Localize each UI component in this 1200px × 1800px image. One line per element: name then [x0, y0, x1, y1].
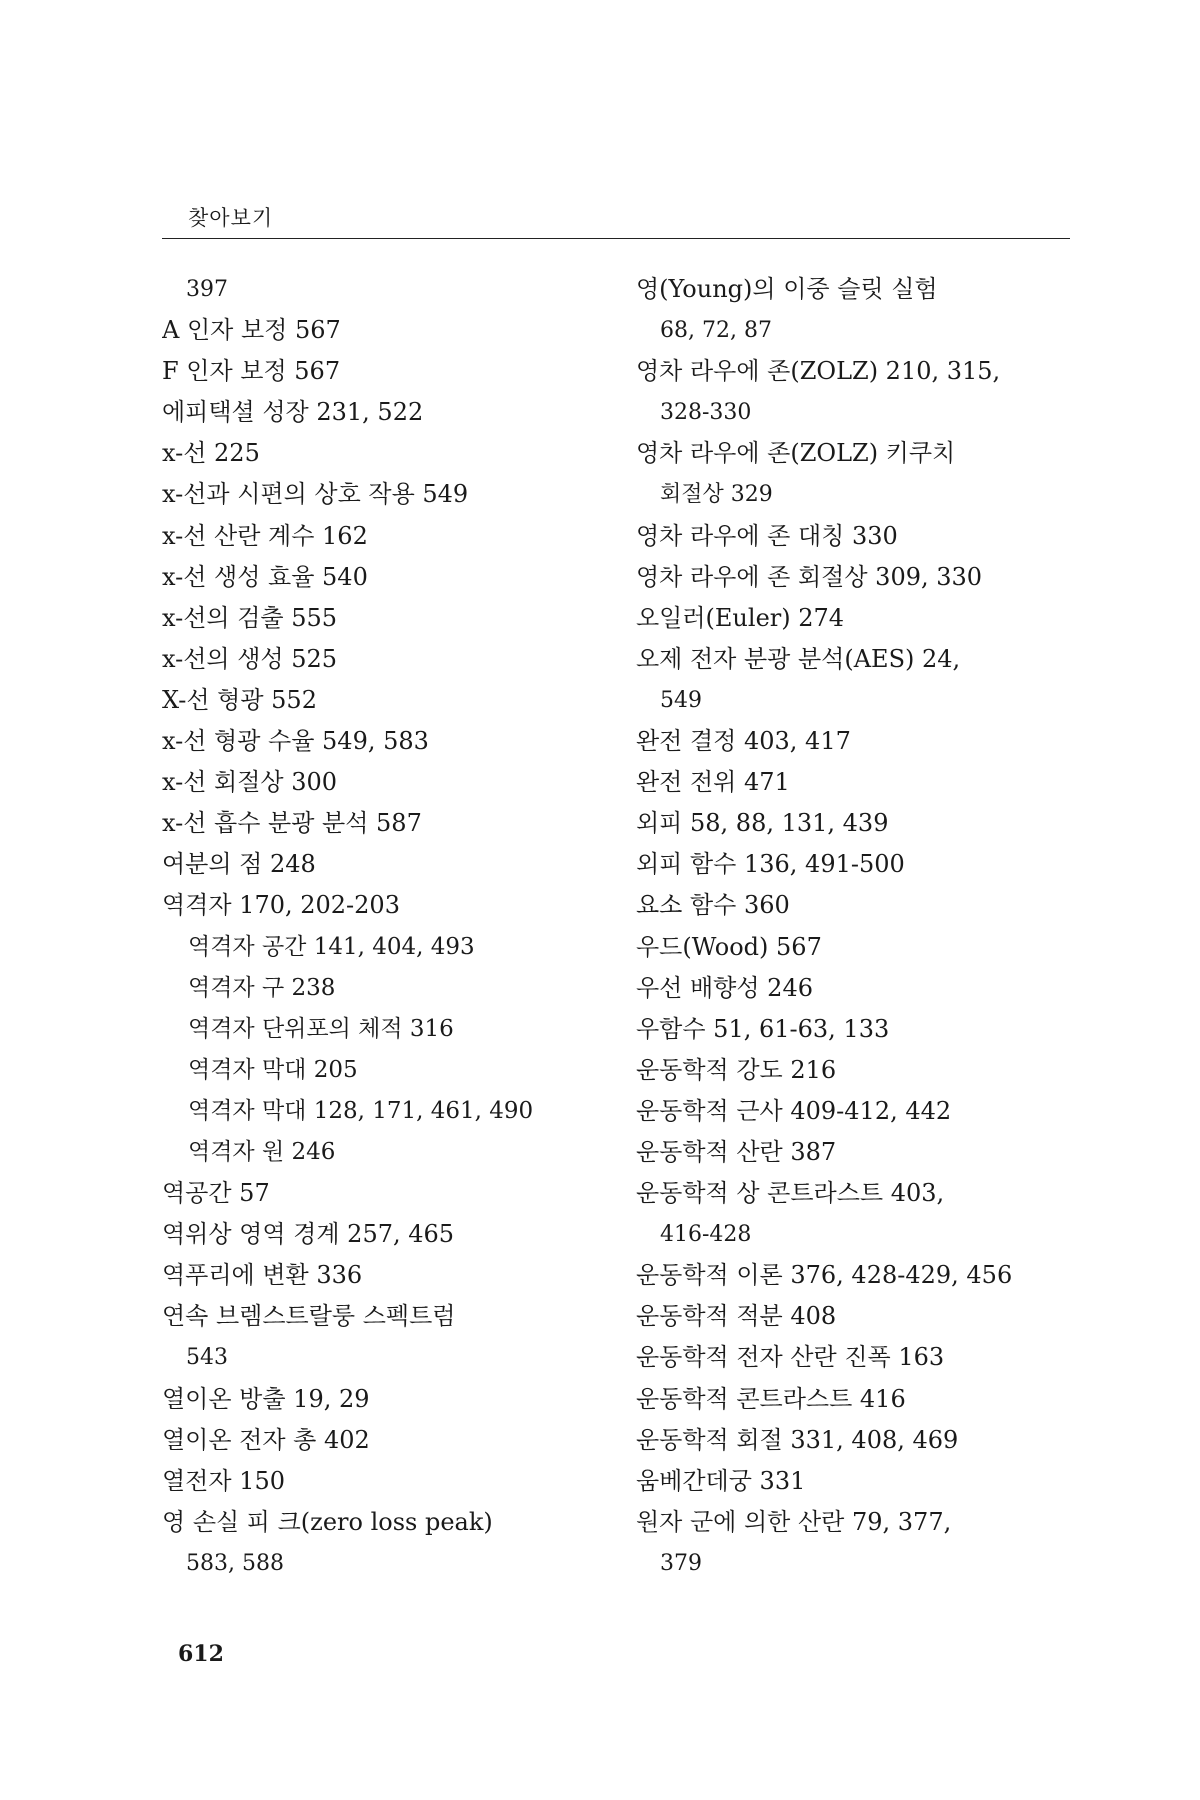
index-entry: 완전 결정 403, 417 — [636, 727, 851, 756]
index-entry: X-선 형광 552 — [162, 685, 317, 714]
index-entry: 역격자 공간 141, 404, 493 — [188, 933, 475, 960]
index-entry: 영(Young)의 이중 슬릿 실험 — [636, 275, 938, 303]
index-entry: 운동학적 상 콘트라스트 403, — [636, 1179, 945, 1208]
index-entry: 역격자 막대 205 — [188, 1056, 358, 1083]
index-entry: 요소 함수 360 — [636, 891, 790, 920]
index-entry: 영차 라우에 존(ZOLZ) 키쿠치 — [636, 439, 956, 468]
index-entry-continuation: 회절상 329 — [660, 482, 773, 508]
index-entry: 운동학적 회절 331, 408, 469 — [636, 1425, 959, 1454]
index-entry-continuation: 328-330 — [660, 400, 752, 426]
index-entry: x-선과 시편의 상호 작용 549 — [162, 480, 469, 509]
index-entry: 운동학적 강도 216 — [636, 1055, 837, 1084]
section-title: 찾아보기 — [188, 206, 274, 230]
index-entry: 우드(Wood) 567 — [636, 932, 822, 961]
index-entry: x-선의 검출 555 — [162, 603, 338, 632]
index-entry: 원자 군에 의한 산란 79, 377, — [636, 1507, 952, 1536]
index-column-right — [636, 269, 1076, 1584]
index-entry-continuation: 397 — [186, 277, 228, 302]
index-entry: x-선 225 — [162, 439, 260, 468]
index-entry: 영 손실 피 크(zero loss peak) — [162, 1507, 493, 1536]
index-entry-continuation: 549 — [660, 687, 702, 713]
index-entry-continuation: 379 — [660, 1550, 702, 1576]
index-entry: 역격자 170, 202-203 — [162, 891, 400, 920]
index-entry-continuation: 68, 72, 87 — [660, 318, 772, 344]
index-entry: 외피 58, 88, 131, 439 — [636, 809, 889, 838]
page-number: 612 — [178, 1641, 224, 1667]
index-entry: x-선 산란 계수 162 — [162, 521, 368, 550]
index-entry: 에피택셜 성장 231, 522 — [162, 398, 424, 427]
index-entry: 열이온 전자 총 402 — [162, 1425, 370, 1454]
index-entry: 영차 라우에 존 대칭 330 — [636, 521, 898, 550]
index-entry: x-선의 생성 525 — [162, 644, 338, 673]
index-entry: 역격자 막대 128, 171, 461, 490 — [188, 1097, 534, 1124]
index-entry: 영차 라우에 존 회절상 309, 330 — [636, 562, 983, 591]
index-entry: 우선 배향성 246 — [636, 973, 813, 1002]
index-entry: 역격자 구 238 — [188, 974, 336, 1001]
index-entry: 열이온 방출 19, 29 — [162, 1384, 370, 1413]
index-entry: 역푸리에 변환 336 — [162, 1261, 363, 1290]
index-entry-continuation: 416-428 — [660, 1222, 752, 1248]
index-entry: F 인자 보정 567 — [162, 357, 341, 386]
index-entry: 오일러(Euler) 274 — [636, 603, 845, 632]
index-entry: 운동학적 산란 387 — [636, 1137, 837, 1166]
index-entry: 영차 라우에 존(ZOLZ) 210, 315, — [636, 357, 1001, 386]
index-entry: A 인자 보정 567 — [162, 316, 341, 345]
index-column-left — [162, 269, 592, 1584]
index-entry: 역위상 영역 경계 257, 465 — [162, 1220, 455, 1249]
index-entry: 여분의 점 248 — [162, 850, 316, 879]
index-entry-continuation: 543 — [186, 1345, 228, 1371]
index-entry: x-선 형광 수율 549, 583 — [162, 727, 429, 756]
index-entry: 외피 함수 136, 491-500 — [636, 850, 905, 879]
index-entry: x-선 흡수 분광 분석 587 — [162, 809, 422, 838]
index-entry: 오제 전자 분광 분석(AES) 24, — [636, 644, 961, 673]
index-entry: 열전자 150 — [162, 1466, 285, 1495]
index-entry: 운동학적 전자 산란 진폭 163 — [636, 1343, 945, 1372]
index-entry: 움베간데궁 331 — [636, 1466, 806, 1495]
index-entry: x-선 회절상 300 — [162, 768, 338, 797]
index-entry-continuation: 583, 588 — [186, 1550, 284, 1576]
index-entry: 우함수 51, 61-63, 133 — [636, 1014, 890, 1043]
index-entry: 완전 전위 471 — [636, 768, 790, 797]
index-entry: 운동학적 근사 409-412, 442 — [636, 1096, 952, 1125]
running-header — [162, 200, 1070, 239]
index-entry: 운동학적 적분 408 — [636, 1302, 837, 1331]
index-entry: 운동학적 콘트라스트 416 — [636, 1384, 906, 1413]
index-entry: 연속 브렘스트랄룽 스펙트럼 — [162, 1302, 456, 1331]
index-entry: 역격자 단위포의 체적 316 — [188, 1015, 454, 1042]
index-entry: 역공간 57 — [162, 1179, 270, 1208]
index-entry: x-선 생성 효율 540 — [162, 562, 368, 591]
index-entry: 운동학적 이론 376, 428-429, 456 — [636, 1261, 1013, 1290]
index-entry: 역격자 원 246 — [188, 1138, 336, 1165]
